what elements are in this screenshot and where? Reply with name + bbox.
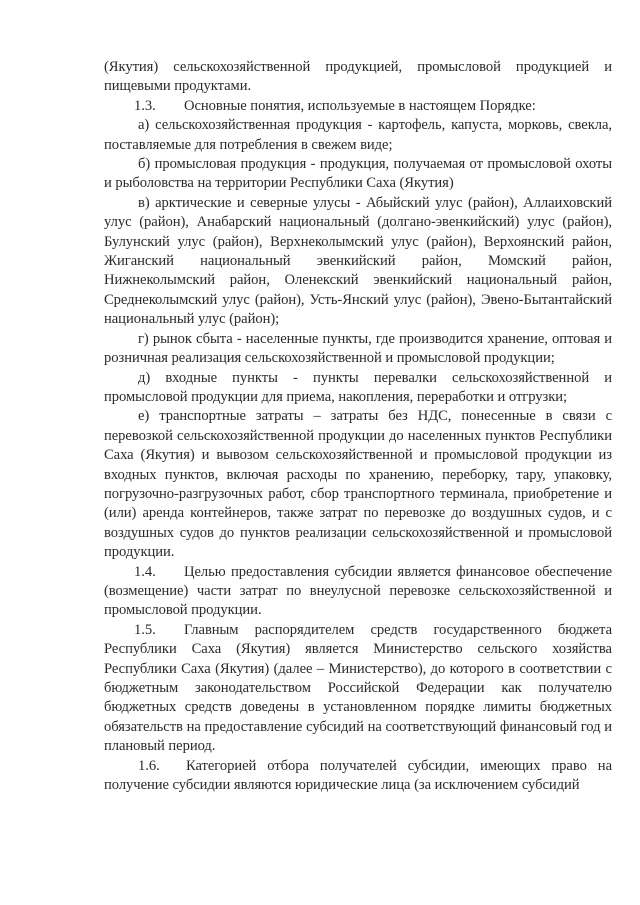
- clause-text: Категорией отбора получателей субсидии, имеющих право на получение субсидии являются юридические лица (за исключением субсидий: [104, 757, 612, 794]
- definition-d: д) входные пункты - пункты перевалки сельскохозяйственной и промысловой продукции для приема, накопления, переработки и отгрузки;: [104, 369, 612, 405]
- definition-e: е) транспортные затраты – затраты без НДС, понесенные в связи с перевозкой сельскохозяйственной продукции до населенных пунктов Республики Саха (Якутия) и вывозом сельскохозяйственной и промысловой продукции из входных пунктов, включая расходы по хранению, переборку, тару, упаковку, погрузочно-разгрузочных работ, сбор транспортного терминала, приобретение и (или) аренда контейнеров, также затрат по перевозке до воздушных судов, и с воздушных судов до пунктов реализации сельскохозяйственной и промысловой продукции.: [104, 408, 612, 561]
- clause-number: 1.3.: [134, 97, 156, 114]
- clause-text: Целью предоставления субсидии является финансовое обеспечение (возмещение) части затрат по внеулусной перевозке сельскохозяйственной и промысловой продукции.: [104, 563, 612, 619]
- definition-g: г) рынок сбыта - населенные пункты, где производится хранение, оптовая и розничная реализация сельскохозяйственной и промысловой продукции;: [104, 330, 612, 367]
- clause-number: 1.5.: [134, 621, 156, 638]
- clause-text: Основные понятия, используемые в настоящем Порядке:: [184, 97, 536, 114]
- clause-1-6: [104, 757, 612, 796]
- paragraph-continuation: (Якутия) сельскохозяйственной продукцией, промысловой продукцией и пищевыми продуктами.: [104, 59, 612, 95]
- definition-v: в) арктические и северные улусы - Абыйский улус (район), Аллаиховский улус (район), Анабарский национальный (долгано-эвенкийский) улус (район), Булунский улус (район), Верхнеколымский улус (район), Верхоянский район, Жиганский национальный эвенкийский район, Момский район, Нижнеколымский район, Оленекский эвенкийский национальный район, Среднеколымский улус (район), Усть-Янский улус (район), Эвено-Бытантайский национальный улус (район);: [104, 194, 612, 328]
- clause-1-5: [104, 621, 612, 757]
- definition-a: а) сельскохозяйственная продукция - картофель, капуста, морковь, свекла, поставляемые для потребления в свежем виде;: [104, 117, 612, 153]
- clause-1-3: [104, 97, 612, 116]
- definition-b: б) промысловая продукция - продукция, получаемая от промысловой охоты и рыболовства на территории Республики Саха (Якутия): [104, 156, 612, 192]
- clause-number: 1.4.: [134, 563, 156, 580]
- clause-number: 1.6.: [138, 757, 160, 774]
- clause-text: Главным распорядителем средств государственного бюджета Республики Саха (Якутия) является Министерство сельского хозяйства Республики Саха (Якутия) (далее – Министерство), до которого в соответствии с бюджетным законодательством Российской Федерации как получателю бюджетных средств доведены в установленном порядке лимиты бюджетных обязательств на предоставление субсидий на соответствующий финансовый год и плановый период.: [104, 621, 612, 755]
- clause-1-4: [104, 563, 612, 621]
